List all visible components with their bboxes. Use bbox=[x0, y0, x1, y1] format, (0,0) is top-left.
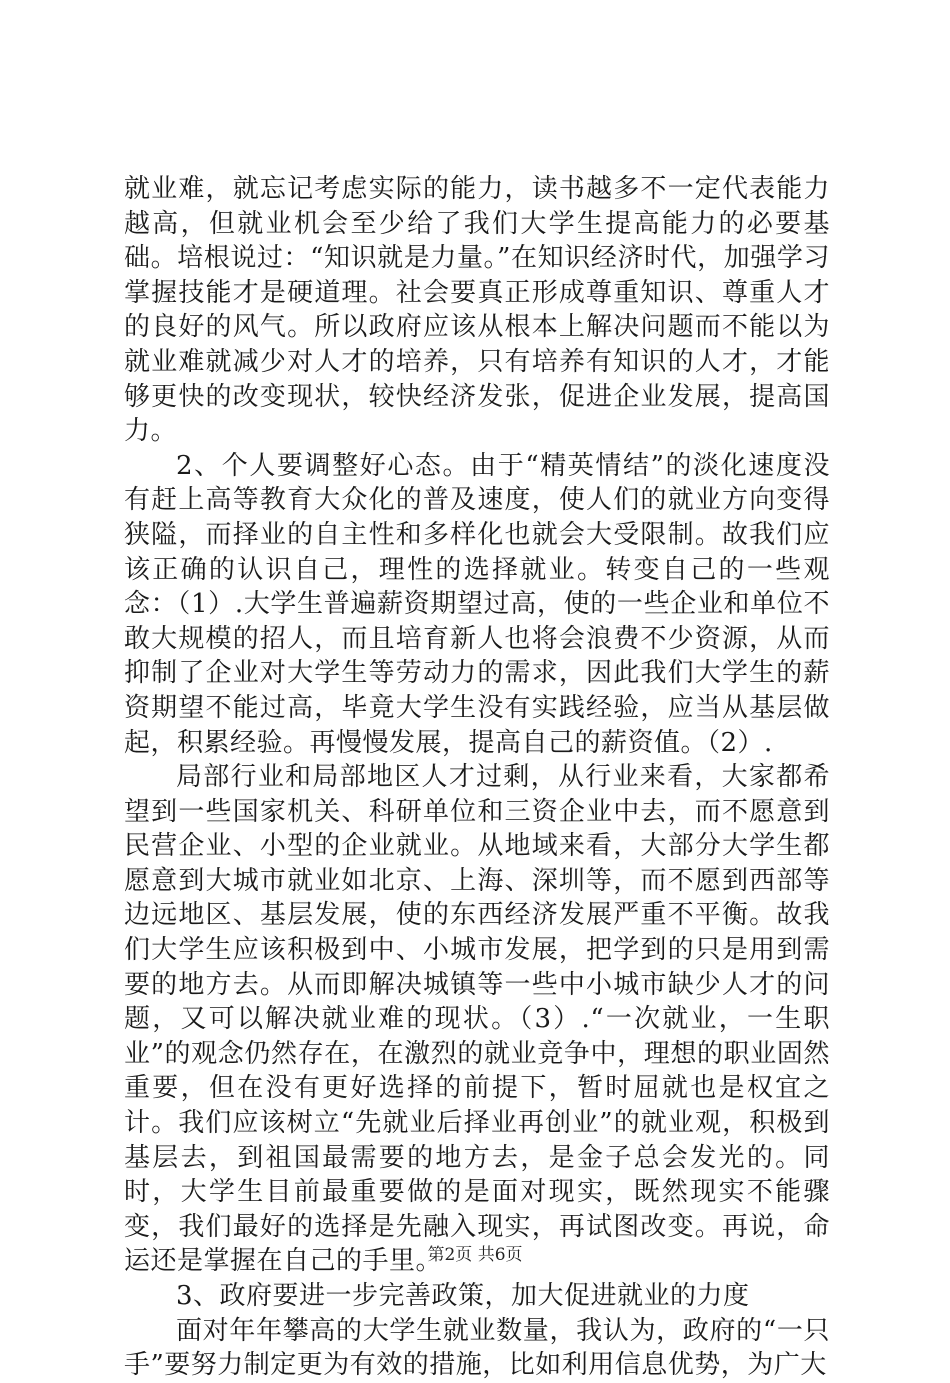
paragraph-3: 局部行业和局部地区人才过剩，从行业来看，大家都希望到一些国家机关、科研单位和三资企业中去，而不愿意到民营企业、小型的企业就业。从地域来看，大部分大学生都愿意到大城市就业如北京、上海、深圳等，而不愿到西部等边远地区、基层发展，使的东西经济发展严重不平衡。故我们大学生应该积极到中、小城市发展，把学到的只是用到需要的地方去。从而即解决城镇等一些中小城市缺少人才的问题，又可以解决就业难的现状。（3）.“一次就业，一生职业”的观念仍然存在，在激烈的就业竞争中，理想的职业固然重要，但在没有更好选择的前提下，暂时屈就也是权宜之计。我们应该树立“先就业后择业再创业”的就业观，积极到基层去，到祖国最需要的地方去，是金子总会发光的。同时，大学生目前最重要做的是面对现实，既然现实不能骤变，我们最好的选择是先融入现实，再试图改变。再说，命运还是掌握在自己的手里。 bbox=[124, 762, 830, 1277]
paragraph-2: 2、个人要调整好心态。由于“精英情结”的淡化速度没有赶上高等教育大众化的普及速度，使人们的就业方向变得狭隘，而择业的自主性和多样化也就会大受限制。故我们应该正确的认识自己，理性的选择就业。转变自己的一些观念：（1）.大学生普遍薪资期望过高，使的一些企业和单位不敢大规模的招人，而且培育新人也将会浪费不少资源，从而抑制了企业对大学生等劳动力的需求，因此我们大学生的薪资期望不能过高，毕竟大学生没有实践经验，应当从基层做起，积累经验。再慢慢发展，提高自己的薪资值。（2）. bbox=[124, 450, 830, 758]
paragraph-5: 面对年年攀高的大学生就业数量，我认为，政府的“一只手”要努力制定更为有效的措施，比如利用信息优势，为广大 bbox=[124, 1315, 830, 1381]
paragraph-1: 就业难，就忘记考虑实际的能力，读书越多不一定代表能力越高，但就业机会至少给了我们大学生提高能力的必要基础。培根说过：“知识就是力量。”在知识经济时代，加强学习掌握技能才是硬道理。社会要真正形成尊重知识、尊重人才的良好的风气。所以政府应该从根本上解决问题而不能以为就业难就减少对人才的培养，只有培养有知识的人才，才能够更快的改变现状，较快经济发张，促进企业发展，提高国力。 bbox=[124, 174, 830, 447]
paragraph-4-heading: 3、政府要进一步完善政策，加大促进就业的力度 bbox=[176, 1281, 750, 1311]
page-number-footer: 第2页 共6页 bbox=[427, 1245, 523, 1265]
body-text bbox=[124, 172, 830, 1383]
